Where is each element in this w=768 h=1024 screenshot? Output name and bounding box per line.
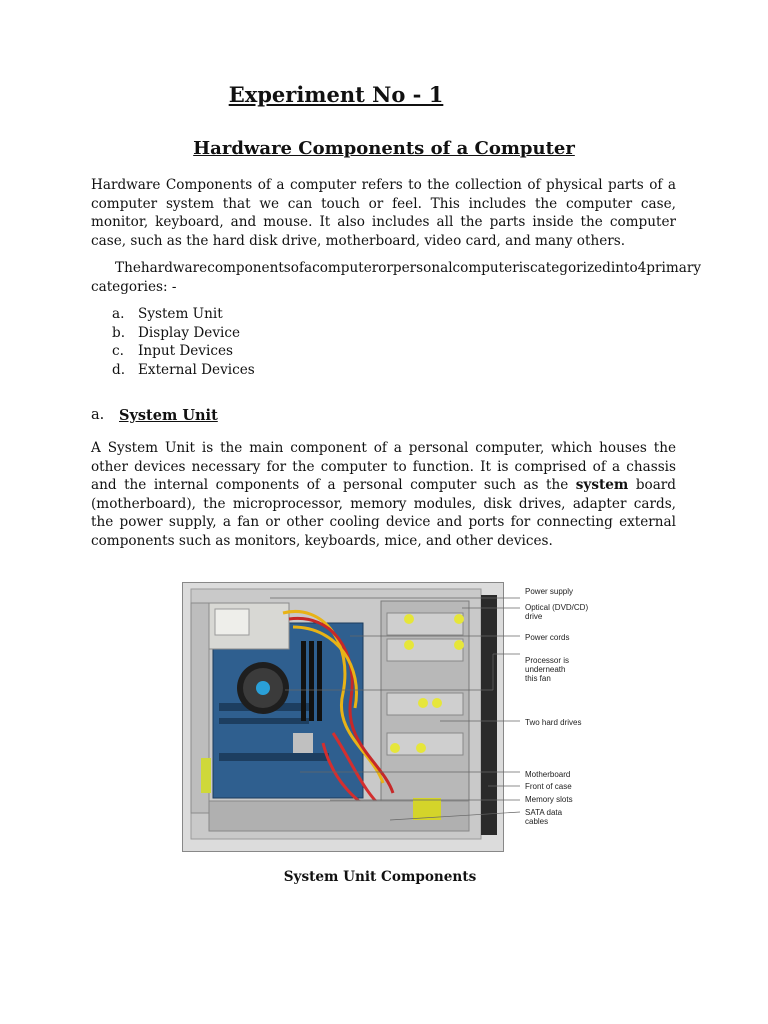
- paragraph-text: board (motherboard), the microprocessor, memory modules, disk drives, adapter cards, the power supply, a fan or other cooling device and ports for connecting external components such as monitors, keyboards, mice, and other devices.: [91, 477, 677, 549]
- callout-processor: Processor is underneath this fan: [525, 656, 570, 683]
- list-marker: d.: [112, 361, 126, 378]
- intro-paragraph: Hardware Components of a computer refers to the collection of physical parts of a computer system that we can touch or feel. This includes the computer case, monitor, keyboard, and mouse. It also includes all the parts inside the computer case, such as the hard disk drive, motherboard, video card, and many others.: [91, 177, 676, 249]
- list-item: [112, 305, 255, 324]
- experiment-title: Experiment No - 1: [228, 82, 444, 107]
- section-marker: a.: [91, 407, 105, 423]
- callout-power-cords: Power cords: [525, 633, 570, 642]
- callout-front-of-case: Front of case: [525, 782, 572, 791]
- callout-motherboard: Motherboard: [525, 770, 571, 779]
- categories-list: [112, 305, 255, 379]
- list-marker: a.: [112, 306, 125, 322]
- list-item-label: External Devices: [138, 361, 255, 378]
- list-item-label: Display Device: [138, 324, 241, 341]
- section-title: System Unit: [119, 407, 218, 424]
- list-item: [112, 342, 255, 361]
- callout-hard-drives: Two hard drives: [525, 718, 582, 727]
- list-item: [112, 324, 255, 343]
- paragraph-text: A System Unit is the main component of a personal computer, which houses the other devices necessary for the computer to function. It is comprised of a chassis and the internal components of a personal computer such as the: [91, 440, 676, 493]
- section-heading: [91, 407, 218, 424]
- callout-optical-drive: Optical (DVD/CD) drive: [525, 603, 589, 621]
- list-item-label: System Unit: [138, 306, 223, 322]
- callout-memory-slots: Memory slots: [525, 795, 573, 804]
- callout-sata-cables: SATA data cables: [525, 808, 563, 826]
- system-unit-paragraph: [91, 439, 676, 550]
- list-marker: b.: [112, 324, 126, 341]
- list-item: [112, 361, 255, 380]
- list-item-label: Input Devices: [138, 343, 233, 359]
- page-subtitle: Hardware Components of a Computer: [193, 138, 575, 159]
- categories-paragraph: Thehardwarecomponentsofacomputerorpersonalcomputeriscategorizedinto4primary categories: -: [91, 260, 701, 295]
- system-unit-illustration: [183, 583, 503, 851]
- system-unit-figure: [182, 582, 504, 852]
- bold-term: system: [575, 477, 629, 493]
- callout-power-supply: Power supply: [525, 587, 574, 596]
- figure-caption: System Unit Components: [283, 869, 477, 885]
- list-marker: c.: [112, 343, 124, 359]
